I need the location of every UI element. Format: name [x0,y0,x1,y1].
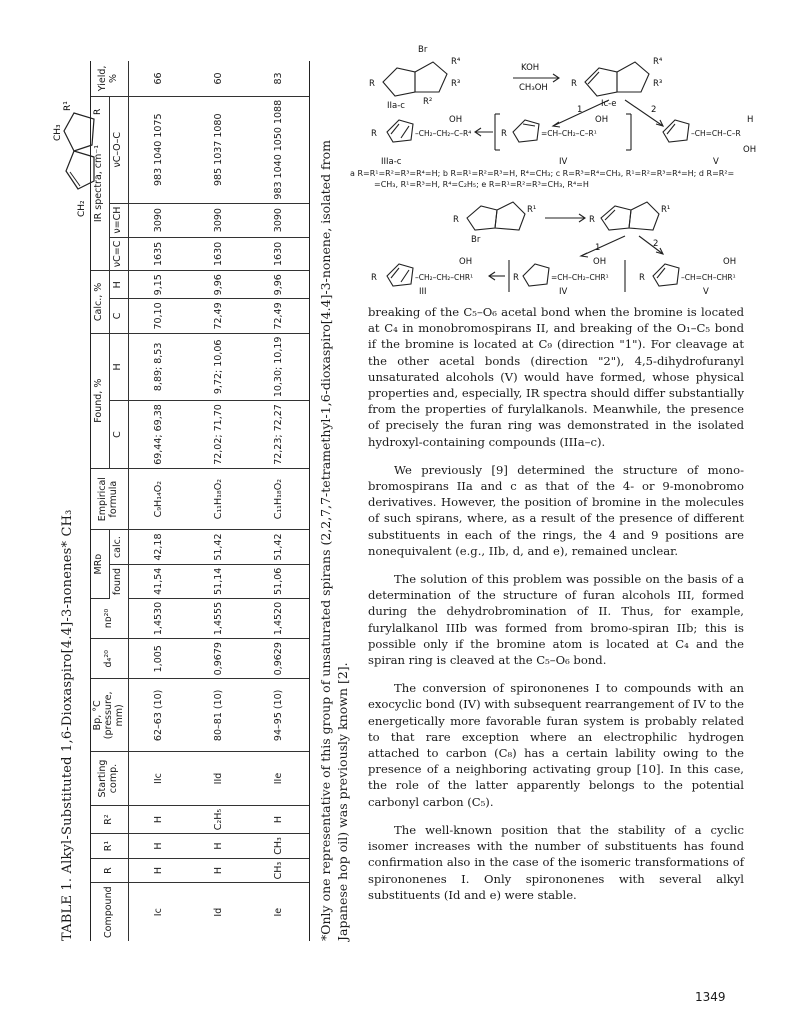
cell-mr-found: 41,54 [128,564,189,598]
body-text-column [368,304,744,915]
s2-oh-iii: OH [459,257,473,267]
cell-d: 0,9629 [249,639,310,679]
s1-oh-iv: OH [595,115,609,125]
struct-r-label: R [93,108,103,115]
col-calc: Calc., % [91,271,110,333]
s1-frag-iv: =CH–CH₂–C–R¹ [541,129,597,138]
paragraph: The conversion of spirononenes I to compounds with an exocyclic bond (IV) with subsequent rearrangement of IV to the energetically more favorable furan system is probably related to that rare exception where an electrophilic hydrogen attached to carbon (C₈) has a certain lability owing to the presence of a neighboring activating group [10]. In this case, the role of the latter apparently belongs to the potential carbonyl carbon (C₅). [368,681,744,809]
paragraph: breaking of the C₅–O₆ acetal bond when the bromine is located at C₄ in monobromospirans II, and breaking of the O₁–C₅ bond if the bromine is located at C₉ (direction "1"). For cleavage at the other acetal bonds (direction "2"), 4,5-dihydrofuranyl unsaturated alcohols (V) would have formed, whose physical properties and, especially, IR spectra should differ substantially from the properties of furylalkanols. Meanwhile, the presence of precisely the furan ring was demonstrated in the isolated hydroxyl-containing compounds (IIIa–c). [368,305,744,449]
s1-r-iii: R [371,129,377,139]
cell-ir-ch: 3090 [249,203,310,237]
cell-r: H [189,858,249,883]
cell-mr-calc: 51,42 [189,530,249,564]
s1-oh-iii: OH [449,115,463,125]
cell-mr-calc: 51,42 [249,530,310,564]
cell-calc-c: 72,49 [189,299,249,333]
s1-r3: R³ [451,79,461,89]
s1-oh-v: OH [743,145,757,155]
s1-r-right: R [571,79,577,89]
col-found-h: H [109,333,128,401]
s1-br: Br [418,45,428,55]
s1-reagent-ch3oh: CH₃OH [519,83,548,93]
struct-r1-label: R¹ [63,101,73,111]
cell-ir-cc: 1635 [128,237,189,271]
cell-starting: IIc [128,752,189,805]
s1-r3-right: R³ [653,79,663,89]
cell-mr-calc: 42,18 [128,530,189,564]
table-region [0,0,360,1032]
cell-n: 1,4530 [128,598,189,638]
cell-d: 0,9679 [189,639,249,679]
col-compound: Compound [91,883,129,941]
s1-r-iv: R [501,129,507,139]
s2-path1: 1 [595,243,601,253]
cell-found-c: 72,23; 72,27 [249,401,310,469]
cell-yield: 83 [249,61,310,96]
col-calc-c: C [109,299,128,333]
cell-r1: H [189,834,249,859]
cell-calc-h: 9,96 [249,271,310,299]
scheme-caption-line2: =CH₃, R¹=R³=H, R⁴=C₂H₅; e R=R¹=R²=R³=CH₃, R⁴=H [374,180,589,189]
cell-r2: C₂H₅ [189,805,249,833]
reaction-scheme-2 [363,196,783,296]
cell-formula: C₁₁H₁₈O₂ [249,468,310,530]
cell-calc-h: 9,15 [128,271,189,299]
s2-frag-iv: =CH–CH₂–CHR¹ [551,273,609,282]
s1-r4-right: R⁴ [653,57,663,67]
table-row [249,61,310,941]
cell-bp: 94–95 (10) [249,679,310,752]
cell-ir-coc: 983 1040 1050 1088 [249,96,310,203]
col-found-c: C [109,401,128,469]
cell-n: 1,4555 [189,598,249,638]
col-r2: R² [91,805,129,833]
cell-compound: Ie [249,883,310,941]
s1-label-iiia: IIIa-c [381,157,402,167]
cell-bp: 62–63 (10) [128,679,189,752]
col-mr-found: found [109,564,128,598]
cell-ir-ch: 3090 [189,203,249,237]
s1-path2: 2 [651,105,657,115]
cell-formula: C₁₁H₁₈O₂ [189,468,249,530]
cell-r1: H [128,834,189,859]
scheme-caption-line1: a R=R¹=R²=R³=R⁴=H; b R=R¹=R²=R³=H, R⁴=CH₃; c R=R³=R⁴=CH₃, R¹=R²=R³=R⁴=H; d R=R²= [350,169,735,178]
s2-label-iii: III [419,287,427,296]
cell-found-h: 9,72; 10,06 [189,333,249,401]
s1-frag-iii: –CH₂–CH₂–C–R⁴ [415,129,472,138]
paragraph: We previously [9] determined the structure of mono-bromospirans IIa and c as that of the 4- or 9-monobromo derivatives. However, the position of bromine in the molecules of such spirans, where, as a result of the presence of different substituents in each of the rings, the 4 and 9 positions are nonequivalent (e.g., IIb, d, and e), remained unclear. [368,462,744,558]
s2-frag-iii: –CH₂–CH₂–CHR¹ [415,273,474,282]
cell-found-c: 72,02; 71,70 [189,401,249,469]
cell-found-h: 10,30; 10,19 [249,333,310,401]
cell-bp: 80–81 (10) [189,679,249,752]
cell-ir-coc: 985 1037 1080 [189,96,249,203]
cell-calc-h: 9,96 [189,271,249,299]
cell-found-h: 8,89; 8,53 [128,333,189,401]
table-row [128,61,189,941]
s1-r4: R⁴ [451,57,461,67]
cell-compound: Id [213,907,225,917]
cell-ir-cc: 1630 [249,237,310,271]
cell-r2: H [128,805,189,833]
cell-calc-c: 72,49 [249,299,310,333]
s1-h-v: H [747,115,754,125]
s2-br: Br [471,235,481,245]
cell-n: 1,4520 [249,598,310,638]
cell-ir-cc: 1630 [189,237,249,271]
cell-mr-found: 51,14 [189,564,249,598]
cell-found-c: 69,44; 69,38 [128,401,189,469]
struct-ch3-label: CH₃ [53,124,63,141]
cell-formula: C₉H₁₄O₂ [128,468,189,530]
cell-r: CH₃ [249,858,310,883]
cell-starting: IIe [249,752,310,805]
col-mr-calc: calc. [109,530,128,564]
struct-ch2-label: CH₂ [77,200,87,217]
s2-r-iv: R [513,273,519,283]
col-yield: Yield, % [91,61,129,96]
s1-r2: R² [423,97,433,107]
s1-r-left: R [369,79,375,89]
cell-r: H [128,858,189,883]
cell-d: 1,005 [128,639,189,679]
s2-oh-v: OH [723,257,737,267]
s2-r-left: R [453,215,459,225]
col-bp: Bp, °C (pressure, mm) [91,679,129,752]
col-d: d₄²⁰ [91,639,129,679]
data-table [90,61,310,941]
s1-frag-v: –CH=CH–C–R [691,129,741,138]
cell-calc-c: 70,10 [128,299,189,333]
col-r1: R¹ [91,834,129,859]
s1-reagent-koh: KOH [521,63,540,73]
cell-starting: IId [189,752,249,805]
paragraph: The solution of this problem was possible on the basis of a determination of the structure of furan alcohols III, formed during the dehydrobromination of II. Thus, for example, furylalkanol IIIb was formed from bromo-spiran IIb; this is possible only if the bromine atom is located at C₄ and the spiran ring is cleaved at the C₅–O₆ bond. [368,572,744,668]
s1-label-iia: IIa-c [387,101,405,111]
table-row [189,61,249,941]
cell-compound: Ic [153,908,165,917]
col-mr: MRᴅ [91,530,110,598]
table-footnote: *Only one representative of this group of unsaturated spirans (2,2,7,7-tetramethyl-1,6-dioxaspiro[4.4]-3-nonene, isolated from [318,139,333,941]
cell-yield: 66 [128,61,189,96]
table-caption: TABLE 1. Alkyl-Substituted 1,6-Dioxaspiro[4.4]-3-nonenes* CH₃ [60,509,75,941]
col-ir-coc: νC–O–C [109,96,128,203]
col-found: Found, % [91,333,110,468]
col-formula: Empirical formula [91,468,129,530]
page-number: 1349 [695,990,726,1004]
s2-r-right: R [589,215,595,225]
s2-label-iv: IV [559,287,568,296]
s2-r-v: R [639,273,645,283]
col-ir: IR spectra, cm⁻¹ [91,96,110,270]
s2-frag-v: –CH=CH–CHR¹ [681,273,736,282]
s2-r1-left: R¹ [527,205,537,215]
s1-path1: 1 [577,105,583,115]
col-r: R [91,858,129,883]
col-ir-cc: νC=C [109,237,128,271]
s1-label-ic: Ic-e [601,99,617,109]
col-ir-ch: ν=CH [109,203,128,237]
s1-label-v: V [713,157,719,167]
cell-mr-found: 51,06 [249,564,310,598]
scheme-caption [350,168,790,190]
paragraph: The well-known position that the stability of a cyclic isomer increases with the number of substituents has found confirmation also in the case of the isomeric transformations of spirononenes I. Only spirononenes with several alkyl substituents (Id and e) were stable. [368,822,744,902]
s2-r1-right: R¹ [661,205,671,215]
cell-r1: CH₃ [249,834,310,859]
table-rotated-block [53,61,350,941]
s2-path2: 2 [653,239,659,249]
s2-r-iii: R [371,273,377,283]
col-starting: Starting comp. [91,752,129,805]
table-footnote-continued: Japanese hop oil) was previously known [2]. [335,662,350,941]
cell-ir-coc: 983 1040 1075 [128,96,189,203]
s2-oh-iv: OH [593,257,607,267]
cell-yield: 60 [189,61,249,96]
col-calc-h: H [109,271,128,299]
cell-r2: H [249,805,310,833]
s2-label-v: V [703,287,709,296]
s1-label-iv: IV [559,157,568,167]
col-n: nᴅ²⁰ [91,598,129,638]
cell-ir-ch: 3090 [128,203,189,237]
